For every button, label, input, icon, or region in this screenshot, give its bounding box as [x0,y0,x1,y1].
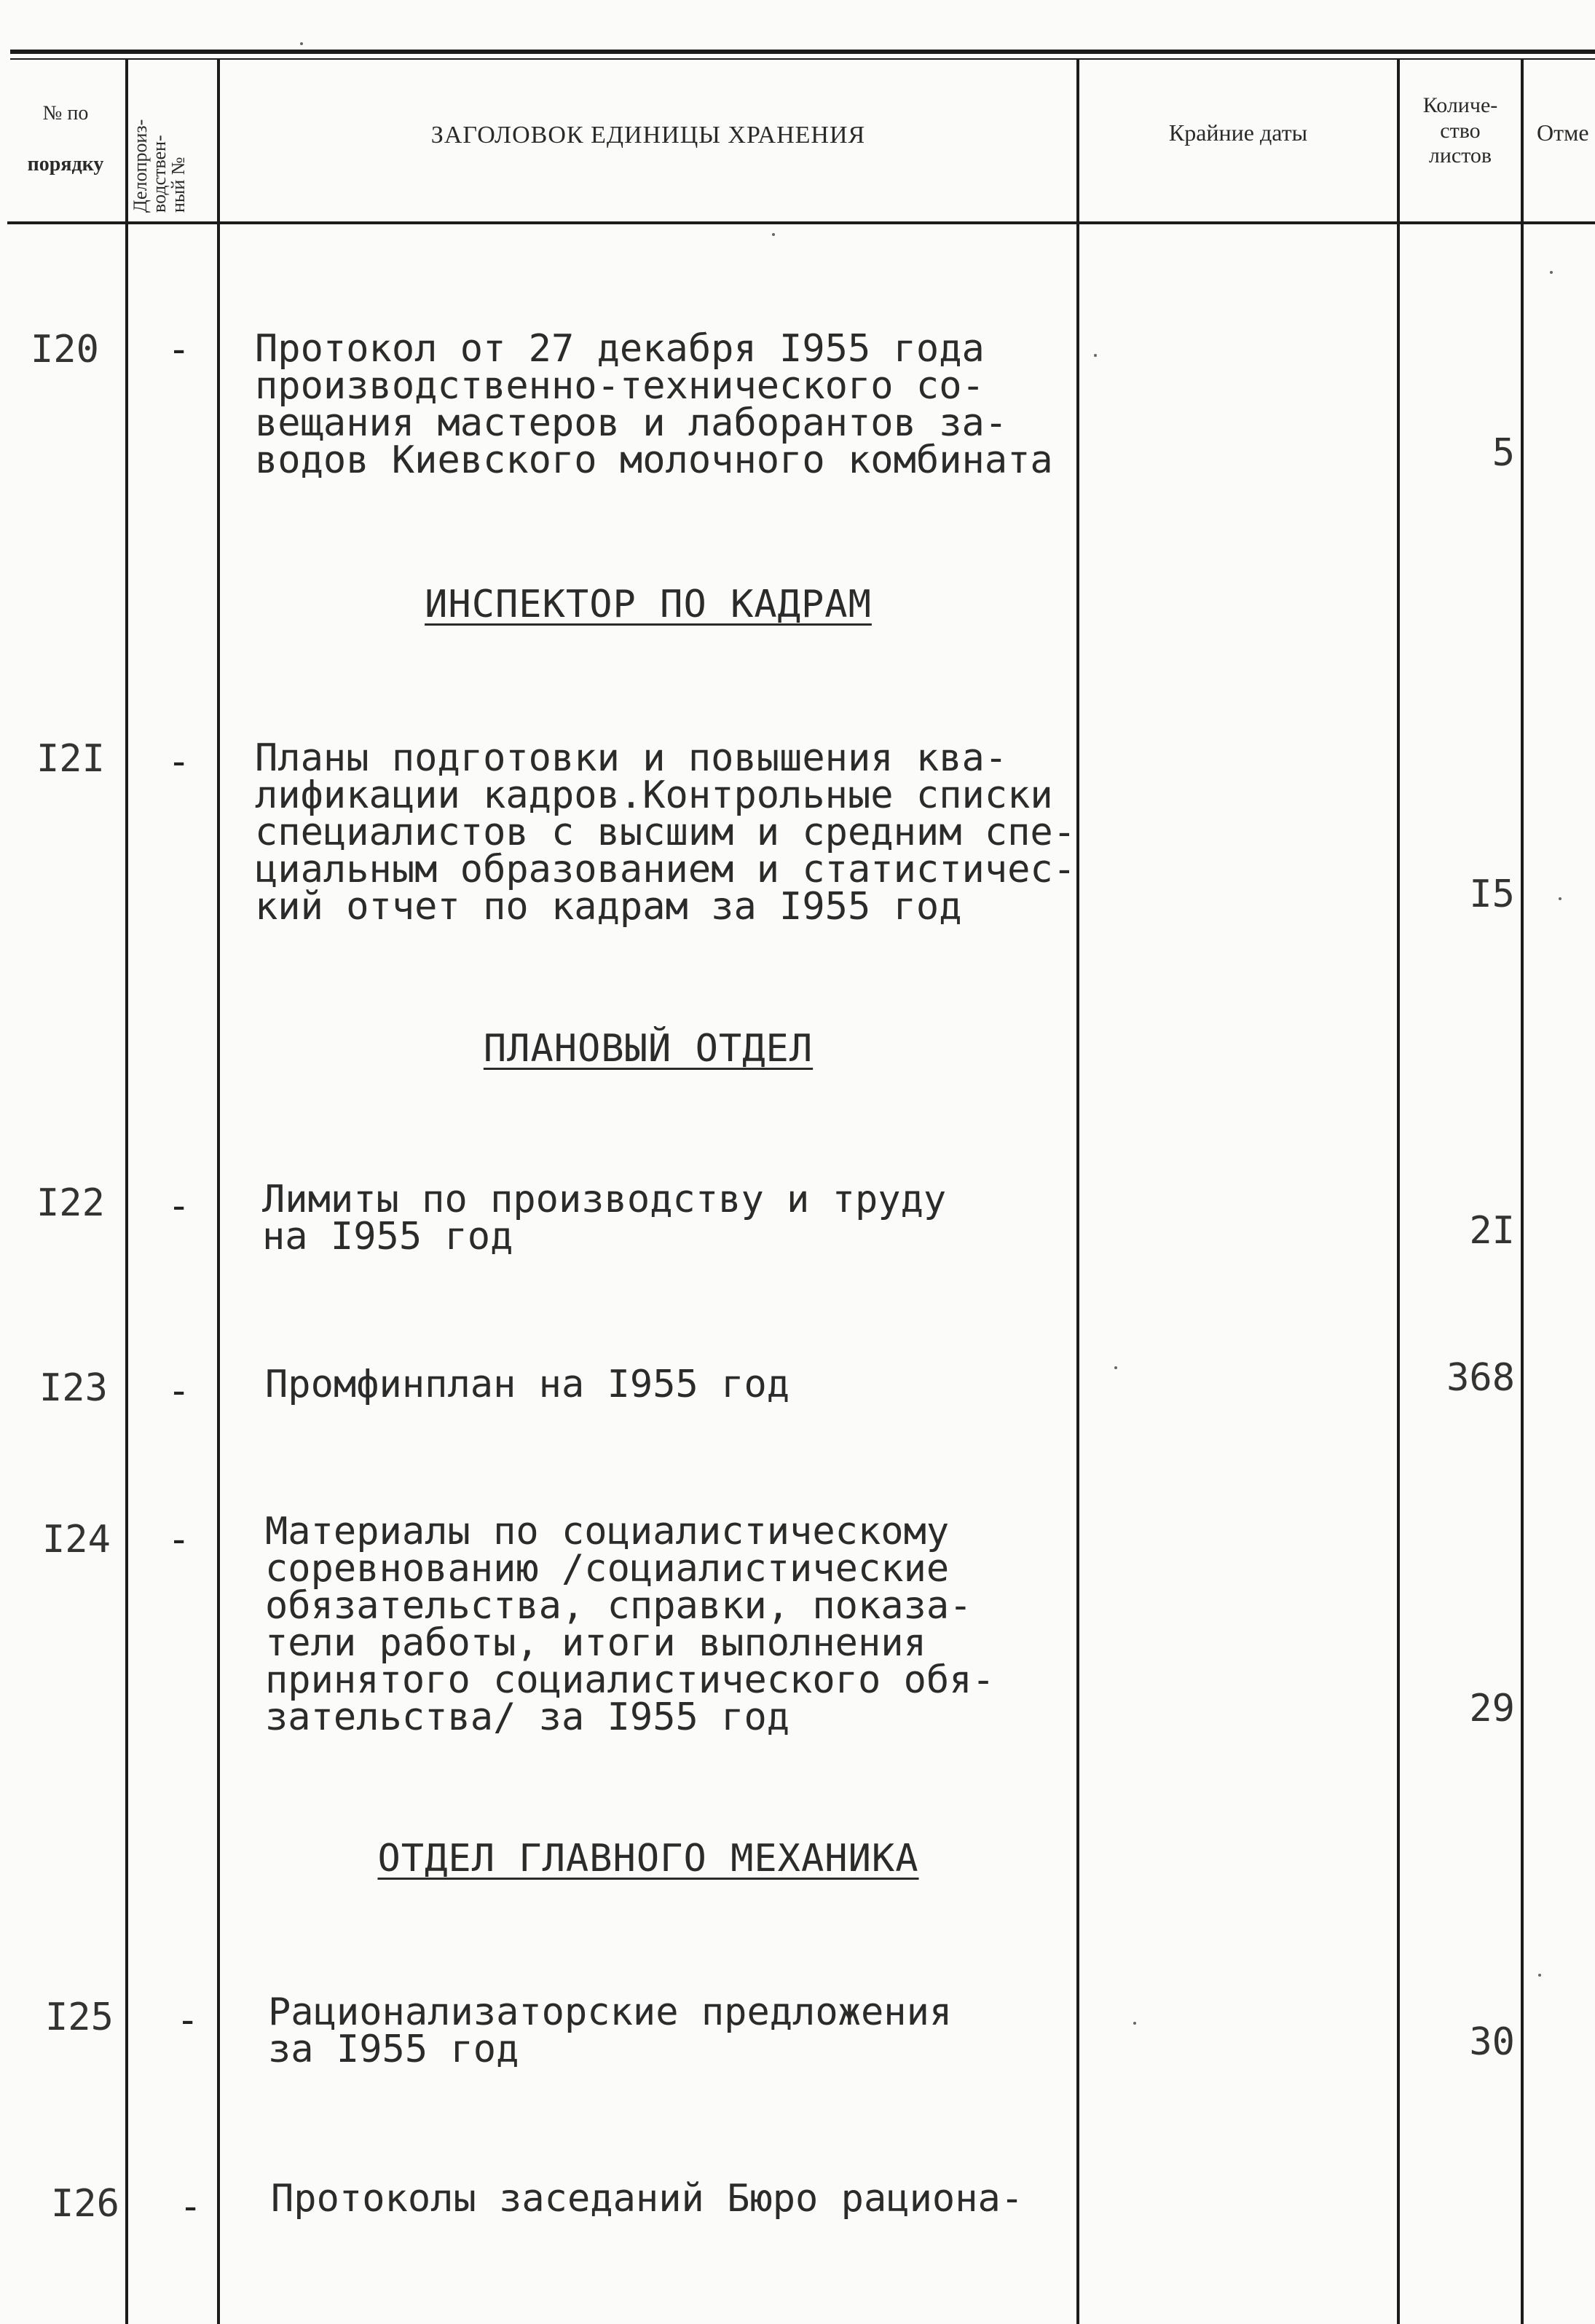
entry-title: Промфинплан на I955 год [265,1363,790,1406]
header-col-number-line1: № по [42,102,89,125]
entry-sheets: I5 [1469,873,1515,916]
scan-speck [1559,897,1561,900]
header-top-rule-thin [10,58,1595,60]
scan-speck [772,233,775,236]
entry-office-number: - [168,1184,191,1228]
scan-speck [1550,271,1553,274]
header-col-title: ЗАГОЛОВОК ЕДИНИЦЫ ХРАНЕНИЯ [430,122,866,149]
scan-speck [1114,1366,1117,1369]
entry-number: I22 [36,1181,105,1225]
entry-office-number: - [168,740,191,784]
column-divider-4 [1397,58,1400,2324]
column-divider-1 [125,58,128,2324]
header-col-dates: Крайние даты [1168,119,1308,146]
entry-office-number: - [176,1998,200,2042]
header-bottom-rule [7,221,1595,224]
header-col-number-line2: порядку [27,153,104,176]
entry-title: Материалы по социалистическому соревнованию /социалистические обязательства, справки, показа- тели работы, итоги выполнения принятого социалистического обя- зательства/ за I955 год [265,1510,995,1739]
entry-number: I20 [31,328,99,371]
entry-number: I2I [36,737,105,781]
entry-title: Протокол от 27 декабря I955 года производственно-технического со- вещания мастеров и лаборантов за- водов Киевского молочного комбината [255,327,1053,482]
scan-speck [1538,1974,1541,1977]
entry-sheets: 368 [1446,1356,1515,1400]
entry-office-number: - [168,328,191,371]
entry-number: I26 [51,2182,119,2226]
section-heading: ПЛАНОВЫЙ ОТДЕЛ [483,1027,814,1071]
scan-speck [1133,2022,1136,2025]
entry-office-number: - [179,2185,202,2229]
column-divider-2 [217,58,220,2324]
entry-title: Протоколы заседаний Бюро рациона- [271,2177,1024,2221]
entry-sheets: 30 [1469,2020,1515,2064]
entry-number: I24 [42,1518,111,1561]
section-heading: ИНСПЕКТОР ПО КАДРАМ [425,583,872,626]
entry-sheets: 5 [1492,431,1515,475]
entry-office-number: - [168,1369,191,1413]
entry-number: I23 [39,1366,108,1410]
entry-number: I25 [45,1996,114,2039]
header-col-sheets: Количе- ство листов [1422,93,1498,168]
column-divider-5 [1521,58,1524,2324]
header-col-office-number: Делопроиз- водствен- ный № [130,119,189,213]
entry-sheets: 2I [1469,1209,1515,1253]
header-col-number [7,102,124,176]
entry-title: Планы подготовки и повышения ква- лификации кадров.Контрольные списки специалистов с высшим и средним спе- циальным образованием и статистичес- кий отчет по кадрам за I955 год [255,736,1076,929]
entry-sheets: 29 [1469,1687,1515,1730]
section-heading: ОТДЕЛ ГЛАВНОГО МЕХАНИКА [377,1837,919,1880]
scan-speck [1094,354,1097,357]
header-col-notes: Отме [1537,119,1589,146]
entry-office-number: - [168,1518,191,1561]
entry-title: Рационализаторские предложения за I955 год [268,1990,953,2071]
scan-speck [300,42,303,45]
header-top-rule [10,50,1595,54]
entry-title: Лимиты по производству и труду на I955 год [262,1178,947,1258]
